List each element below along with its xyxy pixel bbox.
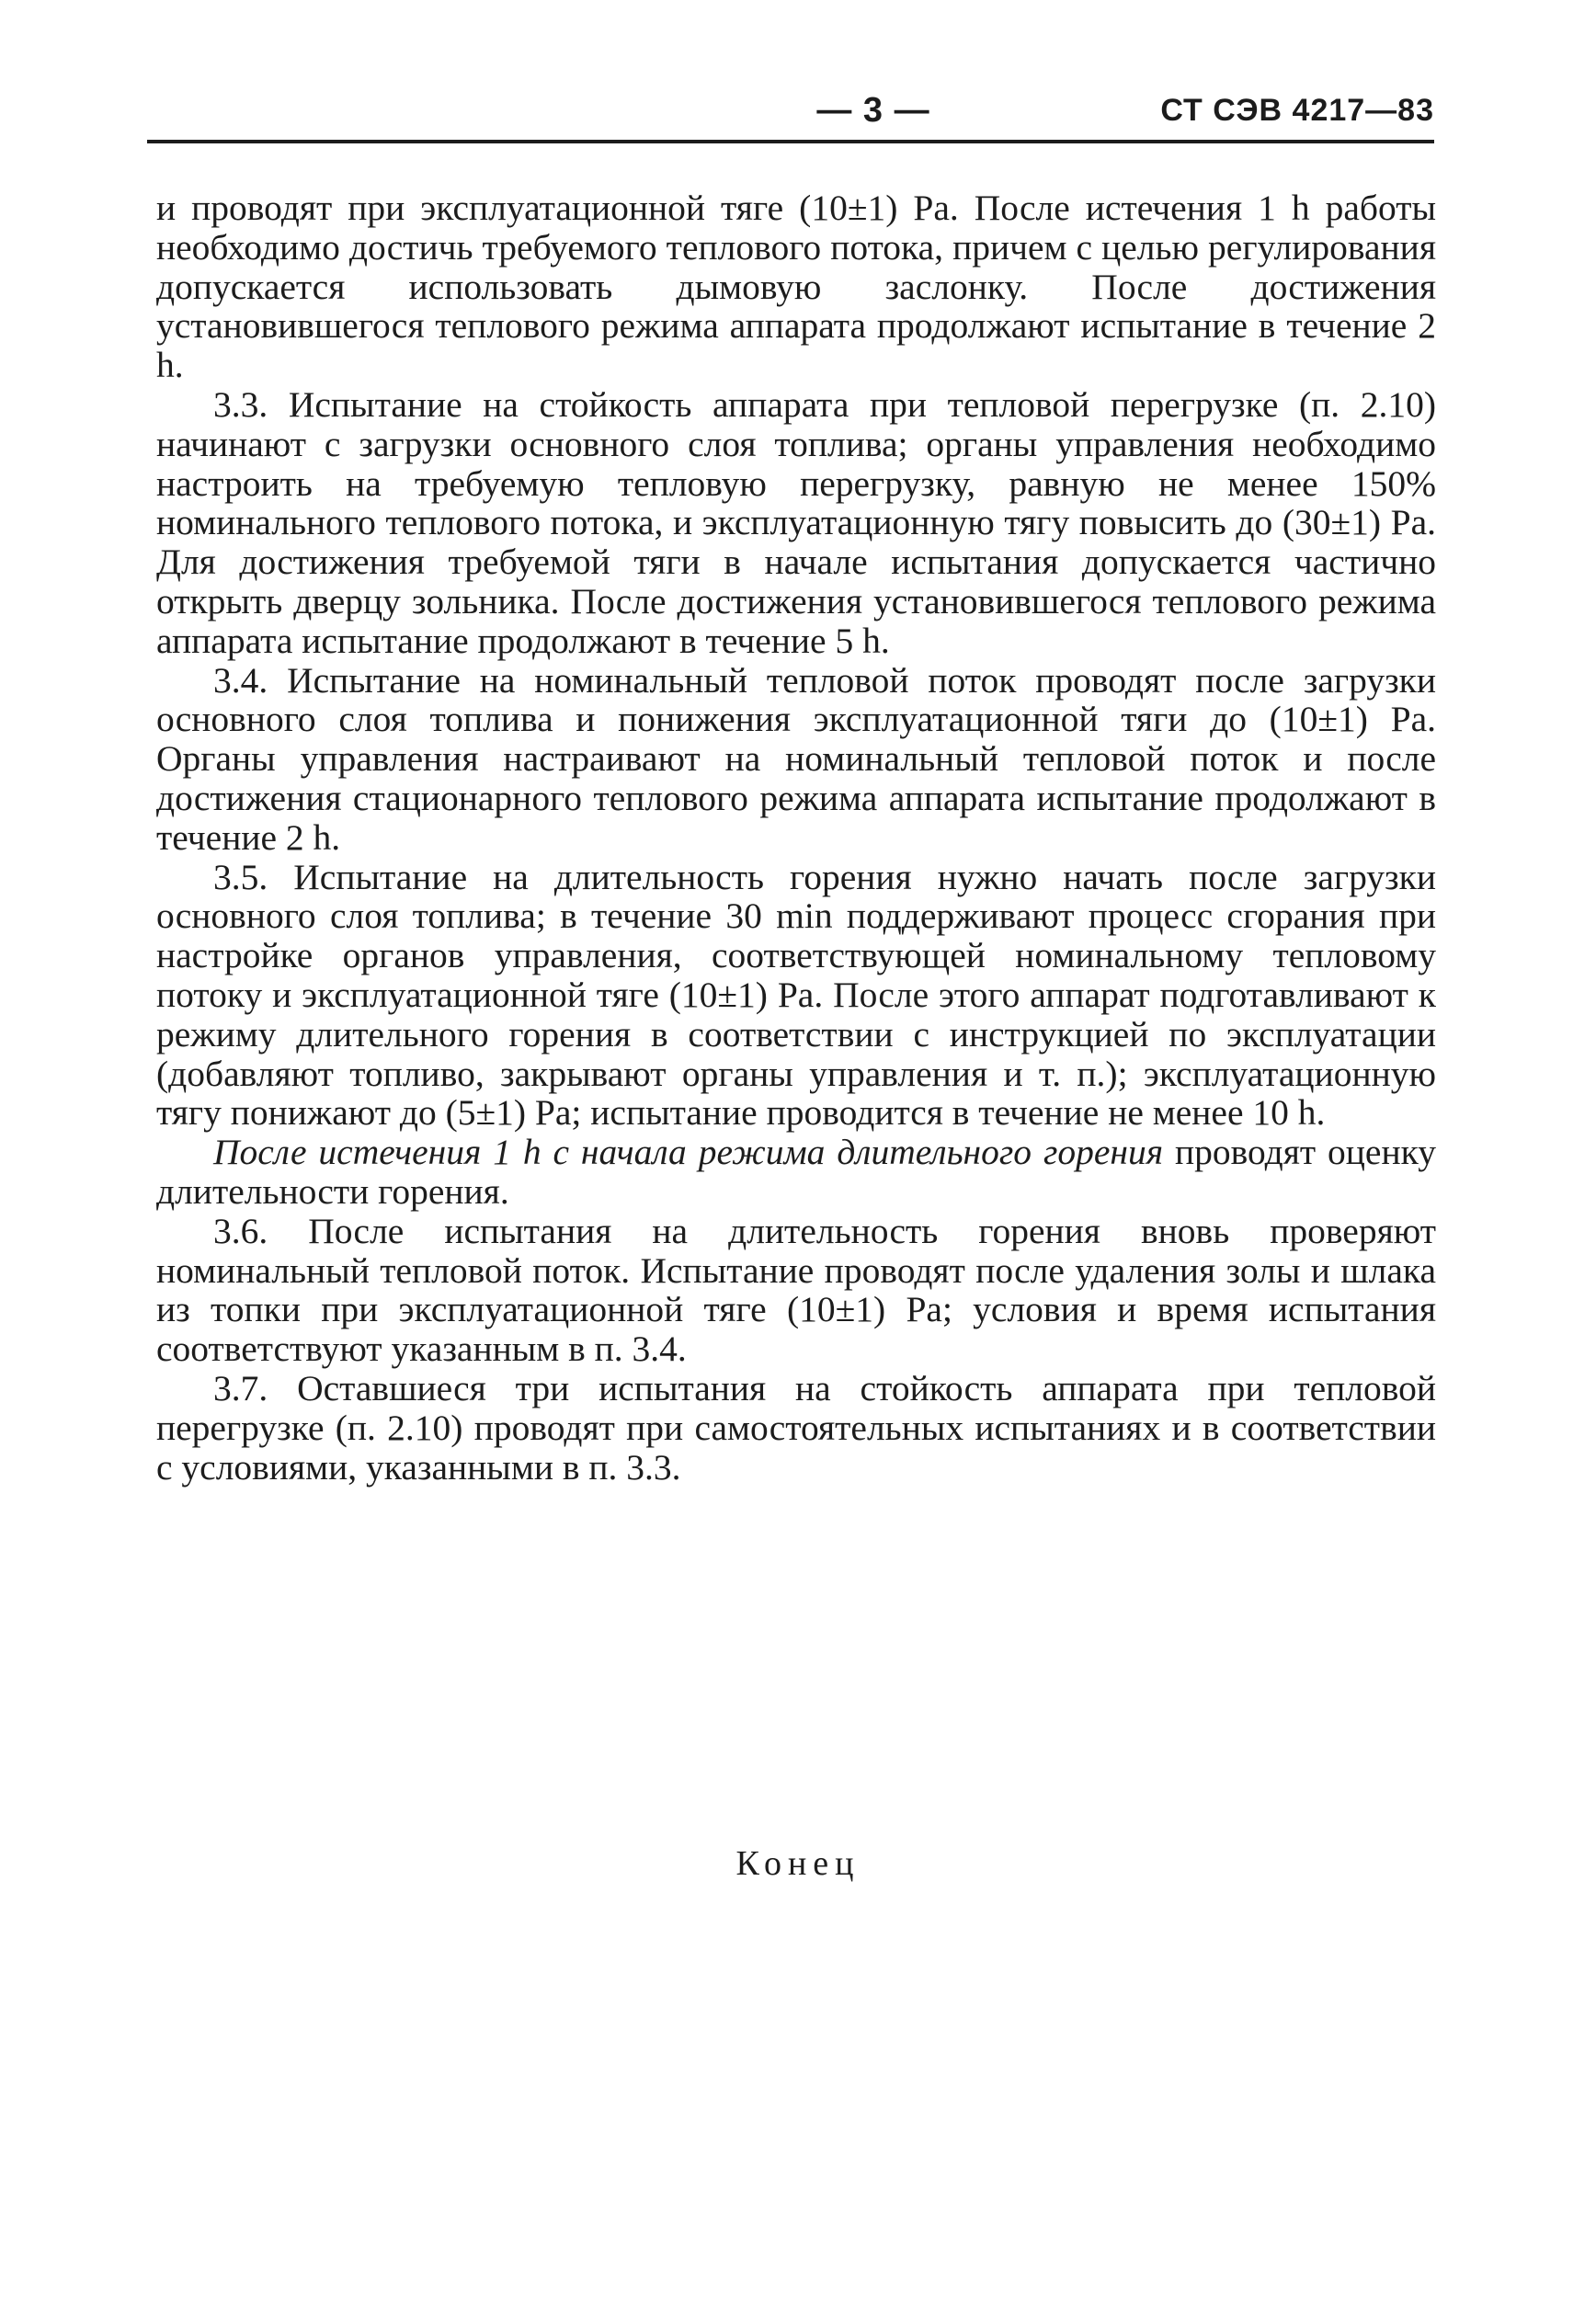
paragraph-3-7: 3.7. Оставшиеся три испытания на стойкость аппарата при тепловой перегрузке (п. 2.10) проводят при самостоятельных испытаниях и в соответствии с условиями, указанными в п. 3.3. [156,1367,1436,1488]
end-marker: Конец [735,1844,861,1883]
paragraph-burn-assessment [156,1133,1436,1212]
italic-lead-text: После истечения 1 h с начала режима длительного горения [213,1132,1164,1173]
paragraph-continuation: и проводят при эксплуатационной тяге (10±1) Pa. После истечения 1 h работы необходимо достичь требуемого теплового потока, причем с целью регулирования допускается использовать дымовую заслонку. После достижения установившегося теплового режима аппарата продолжают испытание в течение 2 h. [156,188,1436,386]
paragraph-3-5: 3.5. Испытание на длительность горения нужно начать после загрузки основного слоя топлива; в течение 30 min поддерживают процесс сгорания при настройке органов управления, соответствующей номинальному тепловому потоку и эксплуатационной тяге (10±1) Pa. После этого аппарат подготавливают к режиму длительного горения в соответствии с инструкцией по эксплуатации (добавляют топливо, закрывают органы управления и т. п.); эксплуатационную тягу понижают до (5±1) Pa; испытание проводится в течение не менее 10 h. [156,856,1436,1134]
paragraph-3-6: 3.6. После испытания на длительность горения вновь проверяют номинальный тепловой поток. Испытание проводят после удаления золы и шлака из топки при эксплуатационной тяге (10±1) Pa; условия и время испытания соответствуют указанным в п. 3.4. [156,1210,1436,1370]
page-header [147,85,1434,143]
paragraph-burn-assessment-rest: проводят оценку длительности горения. [156,1132,1436,1212]
paragraph-3-3: 3.3. Испытание на стойкость аппарата при тепловой перегрузке (п. 2.10) начинают с загрузки основного слоя топлива; органы управления необходимо настроить на требуемую тепловую перегрузку, равную не менее 150% номинального теплового потока, и эксплуатационную тягу повысить до (30±1) Pa. Для достижения требуемой тяги в начале испытания допускается частично открыть дверцу зольника. После достижения установившегося теплового режима аппарата испытание продолжают в течение 5 h. [156,383,1436,661]
document-body [156,188,1436,1487]
paragraph-3-4: 3.4. Испытание на номинальный тепловой поток проводят после загрузки основного слоя топлива и понижения эксплуатационной тяги до (10±1) Pa. Органы управления настраивают на номинальный тепловой поток и после достижения стационарного теплового режима аппарата испытание продолжают в течение 2 h. [156,659,1436,858]
standard-code: СТ СЭВ 4217—83 [1160,93,1434,128]
page-number: — 3 — [816,91,930,130]
